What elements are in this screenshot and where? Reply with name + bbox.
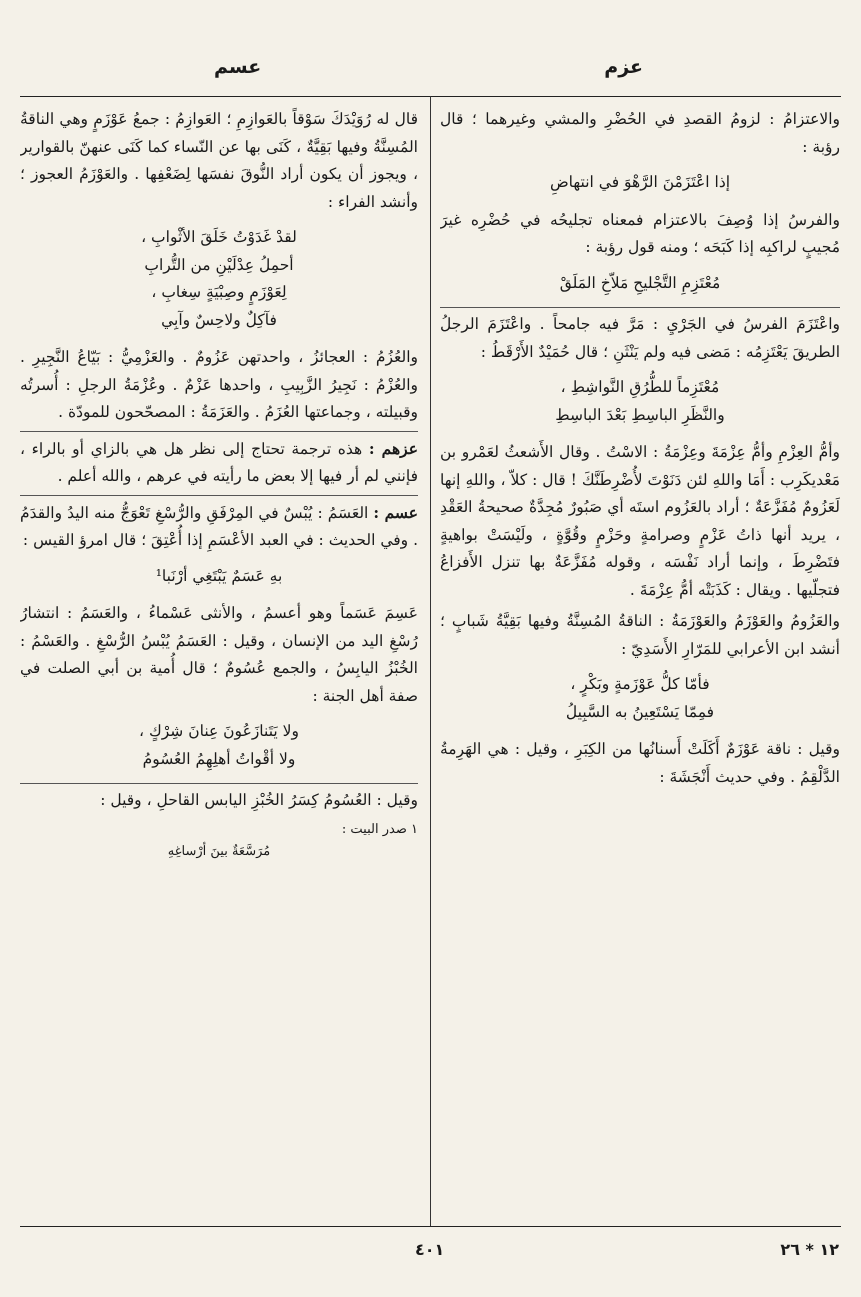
section-rule bbox=[20, 431, 418, 432]
verse bbox=[440, 270, 840, 298]
page-header bbox=[0, 56, 861, 88]
section-rule bbox=[20, 783, 418, 784]
paragraph: وقيل : ناقة عَوْزَمٌ أَكَلَتْ أَسنانُها من الكِبَرِ ، وقيل : هي الهَرِمةُ الدَّلْقِمُ . وفي حديث أَنْجَشَةَ : bbox=[440, 740, 840, 786]
paragraph: وقيل : العُسُومُ كِسَرُ الخُبْزِ اليابس القاحلِ ، وقيل : bbox=[100, 791, 418, 809]
verse bbox=[20, 718, 418, 773]
paragraph: والعُزُمُ : العجائزُ ، واحدتهن عَزُومٌ . والعَزْمِيُّ : بَيّاعُ النَّجِيرِ . والعُزْمُ : نَجِيرُ الزَّبِيبِ ، واحدها عَزْمٌ . وعُزْمَةُ الرجلِ : أُسرتُه وقبيلته ، وجماعتها العُزَمُ . والعَزَمَةُ : المصحّحون للمودّة . bbox=[20, 348, 418, 421]
paragraph: والاعتزامُ : لزومُ القصدِ في الحُضْرِ والمشي وغيرهما ؛ قال رؤبة : bbox=[440, 110, 840, 156]
footnote bbox=[20, 819, 418, 863]
paragraph: قال له رُوَيْدَكَ سَوْقاً بالعَوازِمِ ؛ العَوازِمُ : جمعُ عَوْزَمٍ وهي الناقةُ المُسِنَّةُ وفيها بَقِيَّةٌ ، كَنَى بها عن النّساء كما كَنَى عنهنّ بالقوارير ، ويجوز أن يكون أراد النُّوقَ نفسَها لِضَعْفِها . والعَوْزَمُ العجوز ؛ وأنشد الفراء : bbox=[20, 110, 418, 211]
verse-line: أحمِلُ عِدْلَيْنِ من التُّرابِ bbox=[144, 255, 294, 274]
paragraph: عَسِمَ عَسَماً وهو أعسمُ ، والأنثى عَسْماءُ ، والعَسَمُ : انتشارُ رُسْغِ اليد من الإنسان ، وقيل : العَسَمُ يُبْسُ الرُّسْغِ . والعَسْمُ : الخُبْزُ اليابِسُ ، والجمع عُسُومٌ ؛ قال أُمية بن أبي الصلت في صفة أهل الجنة : bbox=[20, 604, 418, 705]
verse bbox=[440, 671, 840, 726]
paragraph: وأمُّ العِزْمِ وأمُّ عِزْمَةَ وعِزْمَةُ : الاسْتُ . وقال الأَشعثُ لعَمْرو بن مَعْديكَرِب : أَمَا واللهِ لئن دَنَوْتَ لأُضْرِطَنَّكَ ! قال : كلاّ ، واللهِ إنها لَعَزُومٌ مُفَزَّعَةٌ ؛ أراد بالعَزُوم استَه أي صَبُورٌ مُجِدَّةٌ صحيحةُ العَقْدِ ، يريد أنها ذاتُ عَزْمٍ وصرامةٍ وحَزْمٍ وقُوَّةٍ ، ولَيْسَتْ بواهيةٍ فتَضْرِطَ ، وإنما أراد نَفْسَه ، وقوله مُفَزَّعَةٌ بها تنزل الأَفزاعُ فتجلّيها . ويقال : كَذَبَتْه أمُّ عِزْمَةَ . bbox=[440, 443, 840, 599]
footer-rule bbox=[20, 1226, 841, 1227]
header-root-word-left: عسم bbox=[214, 56, 262, 78]
entry-text: هذه ترجمة تحتاج إلى نظر هل هي بالزاي أو بالراء ، فإنني لم أر فيها إلا بعض ما رأيته في عرهم ، والله أعلم . bbox=[20, 439, 418, 485]
verse-line: لِعَوْزَمٍ وصِبْيَةٍ سِغابِ ، bbox=[151, 283, 287, 301]
right-column bbox=[440, 106, 840, 1216]
verse-line: فآكِلٌ ولاحِسٌ وآبِي bbox=[161, 310, 277, 329]
signature-mark: ١٢ * ٢٦ bbox=[780, 1240, 839, 1259]
page-number: ٤٠١ bbox=[415, 1240, 445, 1259]
left-column bbox=[20, 106, 418, 1216]
paragraph: والفرسُ إذا وُصِفَ بالاعتزام فمعناه تجليحُه في حُضْرِه غيرَ مُجيبٍ لراكبِه إذا كَبَحَه ؛ ومنه قول رؤبة : bbox=[440, 210, 840, 256]
verse-line: فأمّا كلُّ عَوْزَمةٍ وبَكْرٍ ، bbox=[570, 675, 710, 693]
verse-line: مُعْتَزِماً للطُّرُقِ النَّواشِطِ ، bbox=[560, 378, 720, 396]
verse-line: ولا يَتَنازَعُونَ عِنانَ شِرْكٍ ، bbox=[139, 722, 299, 740]
paragraph: واعْتَزَمَ الفرسُ في الجَرْيِ : مَرَّ فيه جامحاً . واعْتَزَمَ الرجلُ الطريقَ يَعْتَزِمُه : مَضى فيه ولم يَنْثَنِ ؛ قال حُمَيْدٌ الأَرْقَطُ : bbox=[440, 315, 840, 361]
verse bbox=[20, 563, 418, 591]
verse bbox=[440, 374, 840, 429]
verse-line: إذا اعْتَزَمْنَ الرَّهْوَ في انتهاضِ bbox=[549, 173, 731, 191]
verse-line: مُعْتَزِمِ التَّجْليحِ مَلاّخِ المَلَقْ bbox=[559, 273, 721, 292]
entry-headword: عزهم : bbox=[368, 438, 418, 458]
verse bbox=[440, 169, 840, 197]
page-footer bbox=[0, 1240, 861, 1270]
verse-line: لقدْ غَدَوْتُ خَلَقَ الأثْوابِ ، bbox=[141, 228, 297, 246]
footnote-verse: مُرَسَّعَةٌ بينَ أرْساغِهِ bbox=[167, 843, 271, 859]
verse bbox=[20, 224, 418, 334]
verse-line: بهِ عَسَمٌ يَبْتَغِي أرْنَبا¹ bbox=[155, 566, 283, 585]
column-divider bbox=[430, 96, 431, 1226]
footnote-label: ١ صدر البيت : bbox=[341, 821, 418, 837]
entry-paragraph bbox=[20, 499, 418, 555]
entry-text: العَسَمُ : يُبْسٌ في المِرْفَقِ والرُّسْغِ تَعْوَجُّ منه اليدُ والقدَمُ . وفي الحديث : في العبد الأعْسَمِ إذا أُعْتِقَ ؛ قال امرؤ القيس : bbox=[20, 503, 418, 549]
header-root-word-right: عزم bbox=[604, 56, 643, 78]
verse-line: فمِمّا يَسْتَعِينُ به السَّبِيلُ bbox=[565, 702, 715, 721]
section-rule bbox=[440, 307, 840, 308]
entry-paragraph bbox=[20, 435, 418, 491]
section-rule bbox=[20, 495, 418, 496]
entry-headword: عسم : bbox=[373, 502, 418, 522]
verse-line: ولا أقْواتُ أهلِهِمُ العُسُومُ bbox=[142, 749, 296, 768]
paragraph: والعَزُومُ والعَوْزَمُ والعَوْزَمَةُ : الناقةُ المُسِنَّةُ وفيها بَقِيَّةُ شَبابٍ ؛ أنشد ابن الأعرابي للمَرّارِ الأَسَدِيّ : bbox=[440, 612, 840, 658]
verse-line: والنَّظَرِ الباسِطِ بَعْدَ الباسِطِ bbox=[555, 405, 725, 424]
